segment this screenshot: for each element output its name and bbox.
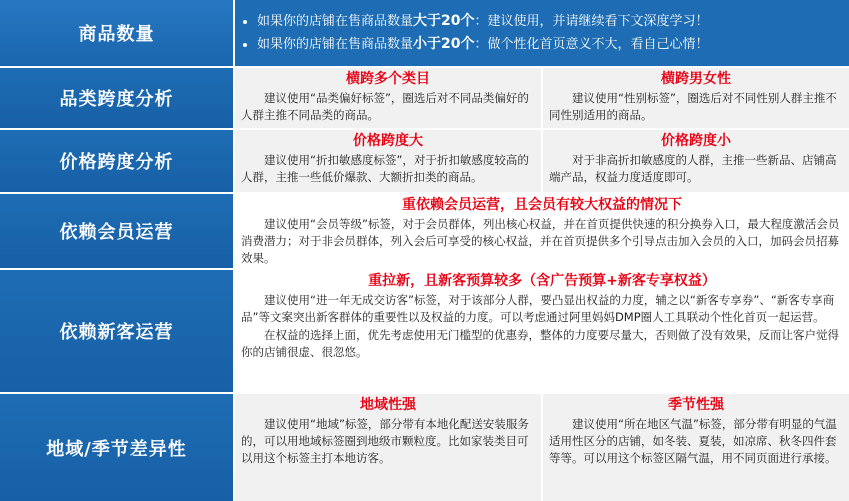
row-content-price-span <box>235 130 849 192</box>
card-title: 横跨男女性 <box>661 71 731 87</box>
guidance-bullet-more-than-20: • 如果你的店铺在售商品数量大于20个：建议使用，并请继续看下文深度学习！ <box>257 10 839 33</box>
strategy-card-regional <box>235 394 541 501</box>
card-text: 在权益的选择上面，优先考虑使用无门槛型的优惠券，整体的力度要尽量大，否则做了没有效果，反而让客户觉得你的店铺很虚、很忽悠。 <box>241 328 839 359</box>
row-label-product-count: 商品数量 <box>0 0 233 66</box>
guidance-bullet-less-than-20: • 如果你的店铺在售商品数量小于20个：做个性化首页意义不大，看自己心情！ <box>257 33 839 56</box>
strategy-card-narrow-price <box>543 130 849 192</box>
strategy-card-new-customer-ops <box>235 270 849 392</box>
card-title: 重依赖会员运营，且会员有较大权益的情况下 <box>402 197 682 213</box>
card-text: 建议使用“所在地区气温”标签，部分带有明显的气温适用性区分的店铺，如冬装、夏装，如凉席、秋冬四件套等等。可以用这个标签区隔气温，用不同页面进行承接。 <box>549 417 837 465</box>
card-title: 价格跨度大 <box>353 133 423 149</box>
card-text: 建议使用“会员等级”标签，对于会员群体，列出核心权益，并在首页提供快速的积分换券入口，最大程度激活会员消费潜力；对于非会员群体，列入会后可享受的核心权益，并在首页提供多个引导点击加入会员的入口，加码会员招募效果。 <box>241 217 840 265</box>
strategy-card-multi-category <box>235 68 541 128</box>
row-label-category-span: 品类跨度分析 <box>0 68 233 128</box>
strategy-card-wide-price <box>235 130 541 192</box>
card-title: 价格跨度小 <box>661 133 731 149</box>
card-text: 建议使用“地域”标签，部分带有本地化配送安装服务的，可以用地域标签圈到地级市颗粒度。比如家装类目可以用这个标签主打本地访客。 <box>241 417 529 465</box>
card-text: 建议使用“进一年无成交访客”标签，对于该部分人群，要凸显出权益的力度，辅之以“新客专享券”、“新客专享商品”等文案突出新客群体的重要性以及权益的力度。可以考虑通过阿里妈妈DMP圈人工具联动个性化首页一起运营。 <box>241 293 835 324</box>
card-text: 建议使用“折扣敏感度标签”，对于折扣敏感度较高的人群，主推一些低价爆款、大额折扣类的商品。 <box>241 153 529 184</box>
card-title: 地域性强 <box>360 397 416 413</box>
row-label-region-season: 地域/季节差异性 <box>0 394 233 501</box>
row-label-member-ops: 依赖会员运营 <box>0 194 233 268</box>
row-content-new-customer-ops <box>235 270 849 392</box>
card-text: 对于非高折扣敏感度的人群，主推一些新品、店铺高端产品，权益力度适度即可。 <box>549 153 837 184</box>
product-count-guidance <box>235 0 849 66</box>
row-label-price-span: 价格跨度分析 <box>0 130 233 192</box>
card-title: 横跨多个类目 <box>346 71 430 87</box>
row-content-category-span <box>235 68 849 128</box>
row-content-member-ops <box>235 194 849 268</box>
strategy-card-gender-span <box>543 68 849 128</box>
row-content-region-season <box>235 394 849 501</box>
card-title: 重拉新，且新客预算较多（含广告预算+新客专享权益） <box>368 273 716 289</box>
card-title: 季节性强 <box>668 397 724 413</box>
strategy-card-seasonal <box>543 394 849 501</box>
row-label-new-customer-ops: 依赖新客运营 <box>0 270 233 392</box>
card-text: 建议使用“品类偏好标签”，圈选后对不同品类偏好的人群主推不同品类的商品。 <box>241 91 529 122</box>
card-text: 建议使用“性别标签”，圈选后对不同性别人群主推不同性别适用的商品。 <box>549 91 837 122</box>
strategy-card-member-ops <box>235 194 849 268</box>
